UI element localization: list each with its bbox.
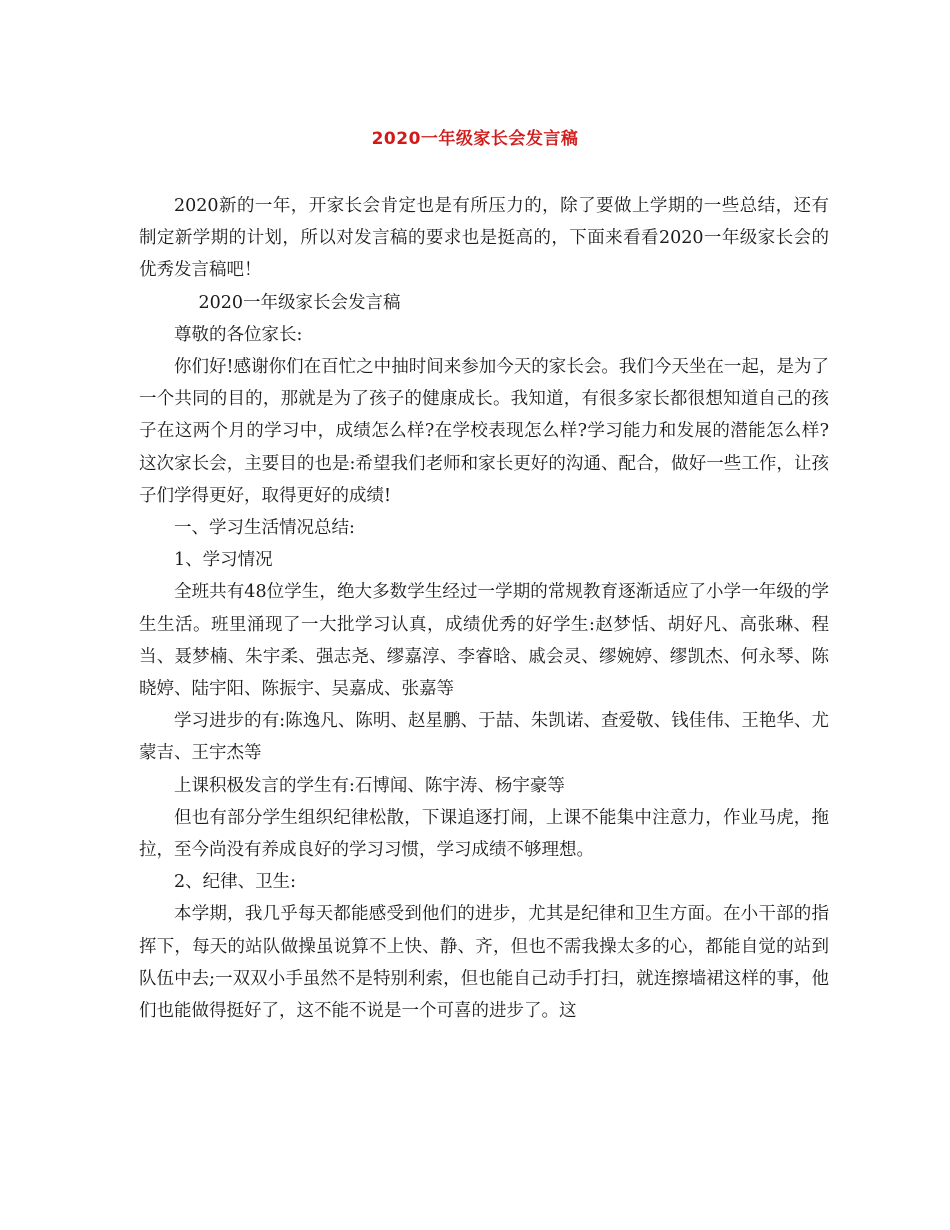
section-heading-summary: 一、学习生活情况总结:: [174, 518, 355, 539]
study-paragraph: 全班共有48位学生，绝大多数学生经过一学期的常规教育逐渐适应了小学一年级的学生生活。班里涌现了一大批学习认真，成绩优秀的好学生:赵梦恬、胡好凡、高张琳、程当、聂梦楠、朱宇柔、强志尧、缪嘉淳、李睿晗、戚会灵、缪婉婷、缪凯杰、何永琴、陈晓婷、陆宇阳、陈振宇、吴嘉成、张嘉等: [139, 582, 829, 700]
document-body: [139, 190, 829, 1027]
intro-paragraph: 2020新的一年，开家长会肯定也是有所压力的，除了要做上学期的一些总结，还有制定新学期的计划，所以对发言稿的要求也是挺高的，下面来看看2020一年级家长会的优秀发言稿吧！: [139, 196, 829, 281]
subsection-heading-study: 1、学习情况: [174, 550, 273, 571]
salutation: 尊敬的各位家长:: [174, 324, 303, 345]
greeting-paragraph: 你们好!感谢你们在百忙之中抽时间来参加今天的家长会。我们今天坐在一起，是为了一个共同的目的，那就是为了孩子的健康成长。我知道，有很多家长都很想知道自己的孩子在这两个月的学习中，成绩怎么样?在学校表现怎么样?学习能力和发展的潜能怎么样?这次家长会，主要目的也是:希望我们老师和家长更好的沟通、配合，做好一些工作，让孩子们学得更好，取得更好的成绩!: [139, 357, 829, 506]
active-speakers-paragraph: 上课积极发言的学生有:石博闻、陈宇涛、杨宇豪等: [174, 775, 565, 796]
issues-paragraph: 但也有部分学生组织纪律松散，下课追逐打闹，上课不能集中注意力，作业马虎，拖拉，至今尚没有养成良好的学习习惯，学习成绩不够理想。: [139, 807, 829, 861]
progress-paragraph: 学习进步的有:陈逸凡、陈明、赵星鹏、于喆、朱凯诺、查爱敬、钱佳伟、王艳华、尤蒙吉、王宇杰等: [139, 711, 829, 764]
subsection-heading-discipline: 2、纪律、卫生:: [174, 872, 297, 893]
discipline-paragraph: 本学期，我几乎每天都能感受到他们的进步，尤其是纪律和卫生方面。在小干部的指挥下，每天的站队做操虽说算不上快、静、齐，但也不需我操太多的心，都能自觉的站到队伍中去;一双双小手虽然不是特别利索，但也能自己动手打扫，就连擦墙裙这样的事，他们也能做得挺好了，这不能不说是一个可喜的进步了。这: [139, 904, 829, 1022]
document-title: 2020一年级家长会发言稿: [371, 129, 579, 149]
speech-subtitle: 2020一年级家长会发言稿: [198, 292, 401, 313]
